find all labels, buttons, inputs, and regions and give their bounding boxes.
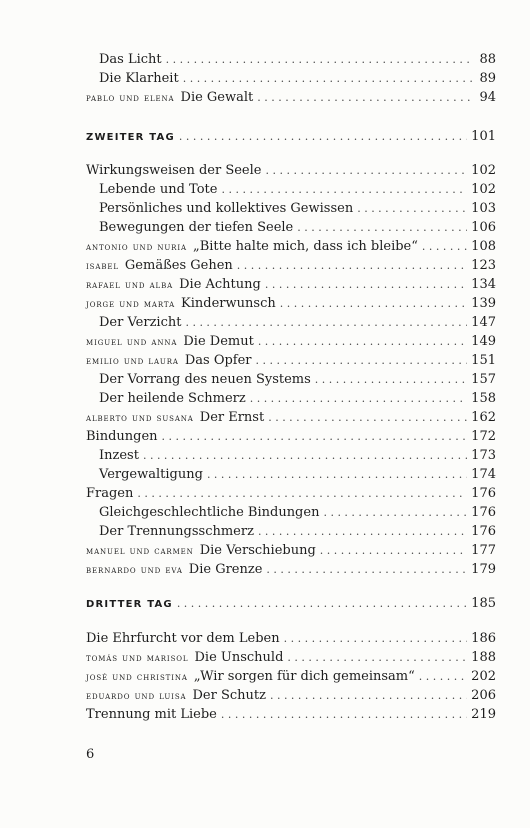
entry-page-number: 186 bbox=[471, 631, 496, 646]
toc-entry bbox=[86, 429, 496, 445]
entry-names: jorge und marta bbox=[86, 298, 176, 310]
dot-leader bbox=[280, 296, 467, 312]
entry-page-number: 173 bbox=[471, 448, 496, 463]
entry-title: Das Opfer bbox=[184, 353, 252, 368]
dot-leader bbox=[287, 650, 467, 666]
entry-names: miguel und anna bbox=[86, 336, 178, 348]
toc-entry bbox=[99, 372, 496, 388]
entry-title: Das Licht bbox=[99, 52, 162, 67]
entry-page-number: 101 bbox=[471, 129, 496, 144]
dot-leader bbox=[237, 258, 467, 274]
entry-page-number: 162 bbox=[471, 410, 496, 425]
section-heading bbox=[86, 129, 496, 146]
entry-title: „Bitte halte mich, dass ich bleibe“ bbox=[192, 239, 418, 254]
entry-names: pablo und elena bbox=[86, 92, 175, 104]
entry-page-number: 88 bbox=[479, 52, 496, 67]
entry-title: Fragen bbox=[86, 486, 134, 501]
toc-entry bbox=[99, 220, 496, 236]
entry-names: bernardo und eva bbox=[86, 564, 183, 576]
entry-page-number: 177 bbox=[471, 543, 496, 558]
toc-entry bbox=[86, 486, 496, 502]
dot-leader bbox=[268, 410, 467, 426]
toc-entry bbox=[99, 315, 496, 331]
toc-entry bbox=[86, 277, 496, 293]
dot-leader bbox=[258, 524, 467, 540]
entry-page-number: 123 bbox=[471, 258, 496, 273]
dot-leader bbox=[221, 707, 467, 723]
entry-title: Bewegungen der tiefen Seele bbox=[99, 220, 294, 235]
dot-leader bbox=[179, 129, 467, 145]
entry-page-number: 202 bbox=[471, 669, 496, 684]
dot-leader bbox=[256, 353, 468, 369]
toc-entry bbox=[86, 296, 496, 312]
entry-names: antonio und nuria bbox=[86, 241, 187, 253]
dot-leader bbox=[265, 277, 467, 293]
toc-entry bbox=[86, 707, 496, 723]
entry-title: Der Vorrang des neuen Systems bbox=[99, 372, 311, 387]
entry-title: Gleichgeschlechtliche Bindungen bbox=[99, 505, 320, 520]
entry-page-number: 89 bbox=[479, 71, 496, 86]
dot-leader bbox=[183, 71, 472, 87]
entry-page-number: 174 bbox=[471, 467, 496, 482]
toc-entry bbox=[99, 505, 496, 521]
toc-entry bbox=[86, 163, 496, 179]
toc-entry bbox=[86, 258, 496, 274]
entry-page-number: 176 bbox=[471, 524, 496, 539]
dot-leader bbox=[221, 182, 467, 198]
entry-names: manuel und carmen bbox=[86, 545, 194, 557]
entry-title: Der Ernst bbox=[199, 410, 265, 425]
toc-entry bbox=[99, 71, 496, 87]
entry-page-number: 172 bbox=[471, 429, 496, 444]
toc-entry bbox=[99, 52, 496, 68]
entry-title: Gemäßes Gehen bbox=[124, 258, 233, 273]
entry-title: Vergewaltigung bbox=[99, 467, 203, 482]
toc-entry bbox=[86, 562, 496, 578]
toc-entry bbox=[86, 90, 496, 106]
dot-leader bbox=[284, 631, 468, 647]
dot-leader bbox=[419, 669, 467, 685]
toc-entry bbox=[99, 182, 496, 198]
entry-title: Die Verschiebung bbox=[199, 543, 316, 558]
entry-page-number: 185 bbox=[471, 596, 496, 611]
toc-entry bbox=[99, 467, 496, 483]
entry-title: ZWEITER TAG bbox=[86, 132, 175, 143]
dot-leader bbox=[166, 52, 472, 68]
entry-title: Die Demut bbox=[183, 334, 254, 349]
entry-title: Lebende und Tote bbox=[99, 182, 218, 197]
entry-names: rafael und alba bbox=[86, 279, 174, 291]
entry-title: Der heilende Schmerz bbox=[99, 391, 246, 406]
entry-title: Trennung mit Liebe bbox=[86, 707, 217, 722]
entry-title: Kinderwunsch bbox=[181, 296, 276, 311]
toc-entry bbox=[86, 410, 496, 426]
entry-title: Der Schutz bbox=[192, 688, 266, 703]
toc-entry bbox=[86, 334, 496, 350]
entry-page-number: 102 bbox=[471, 182, 496, 197]
dot-leader bbox=[320, 543, 467, 559]
dot-leader bbox=[422, 239, 467, 255]
toc-entry bbox=[86, 631, 496, 647]
entry-page-number: 157 bbox=[471, 372, 496, 387]
entry-page-number: 134 bbox=[471, 277, 496, 292]
entry-title: Inzest bbox=[99, 448, 139, 463]
dot-leader bbox=[265, 163, 467, 179]
entry-page-number: 139 bbox=[471, 296, 496, 311]
toc-entry bbox=[86, 353, 496, 369]
dot-leader bbox=[185, 315, 467, 331]
entry-names: alberto und susana bbox=[86, 412, 194, 424]
entry-page-number: 103 bbox=[471, 201, 496, 216]
dot-leader bbox=[266, 562, 467, 578]
entry-title: Die Klarheit bbox=[99, 71, 179, 86]
entry-title: Bindungen bbox=[86, 429, 158, 444]
entry-names: eduardo und luisa bbox=[86, 690, 187, 702]
entry-page-number: 147 bbox=[471, 315, 496, 330]
entry-title: DRITTER TAG bbox=[86, 599, 173, 610]
entry-page-number: 149 bbox=[471, 334, 496, 349]
toc-entry bbox=[86, 650, 496, 666]
dot-leader bbox=[270, 688, 467, 704]
entry-title: Die Achtung bbox=[179, 277, 261, 292]
dot-leader bbox=[258, 334, 467, 350]
toc-entry bbox=[99, 524, 496, 540]
entry-names: isabel bbox=[86, 260, 119, 272]
entry-title: Die Unschuld bbox=[194, 650, 284, 665]
toc-entry bbox=[99, 201, 496, 217]
entry-title: Die Gewalt bbox=[180, 90, 254, 105]
dot-leader bbox=[323, 505, 467, 521]
entry-title: Die Ehrfurcht vor dem Leben bbox=[86, 631, 280, 646]
dot-leader bbox=[357, 201, 467, 217]
dot-leader bbox=[177, 596, 467, 612]
dot-leader bbox=[257, 90, 472, 106]
toc-entry bbox=[86, 688, 496, 704]
entry-page-number: 176 bbox=[471, 486, 496, 501]
dot-leader bbox=[250, 391, 467, 407]
entry-page-number: 108 bbox=[471, 239, 496, 254]
entry-title: Persönliches und kollektives Gewissen bbox=[99, 201, 354, 216]
entry-title: „Wir sorgen für dich gemeinsam“ bbox=[193, 669, 415, 684]
entry-page-number: 158 bbox=[471, 391, 496, 406]
page-number: 6 bbox=[86, 747, 95, 762]
entry-page-number: 206 bbox=[471, 688, 496, 703]
dot-leader bbox=[207, 467, 467, 483]
entry-title: Der Trennungsschmerz bbox=[99, 524, 254, 539]
toc-entry bbox=[86, 239, 496, 255]
entry-page-number: 94 bbox=[479, 90, 496, 105]
entry-page-number: 179 bbox=[471, 562, 496, 577]
entry-names: josé und christina bbox=[86, 671, 188, 683]
toc-entry bbox=[99, 391, 496, 407]
dot-leader bbox=[162, 429, 468, 445]
dot-leader bbox=[143, 448, 467, 464]
entry-page-number: 151 bbox=[471, 353, 496, 368]
entry-page-number: 106 bbox=[471, 220, 496, 235]
toc-entry bbox=[86, 669, 496, 685]
dot-leader bbox=[315, 372, 467, 388]
toc-entry bbox=[86, 543, 496, 559]
entry-names: emilio und laura bbox=[86, 355, 179, 367]
entry-title: Die Grenze bbox=[188, 562, 263, 577]
entry-title: Der Verzicht bbox=[99, 315, 182, 330]
entry-page-number: 219 bbox=[471, 707, 496, 722]
toc-entry bbox=[99, 448, 496, 464]
entry-title: Wirkungsweisen der Seele bbox=[86, 163, 262, 178]
entry-page-number: 176 bbox=[471, 505, 496, 520]
entry-page-number: 102 bbox=[471, 163, 496, 178]
entry-names: tomás und marisol bbox=[86, 652, 189, 664]
dot-leader bbox=[297, 220, 467, 236]
dot-leader bbox=[137, 486, 467, 502]
entry-page-number: 188 bbox=[471, 650, 496, 665]
section-heading bbox=[86, 596, 496, 613]
